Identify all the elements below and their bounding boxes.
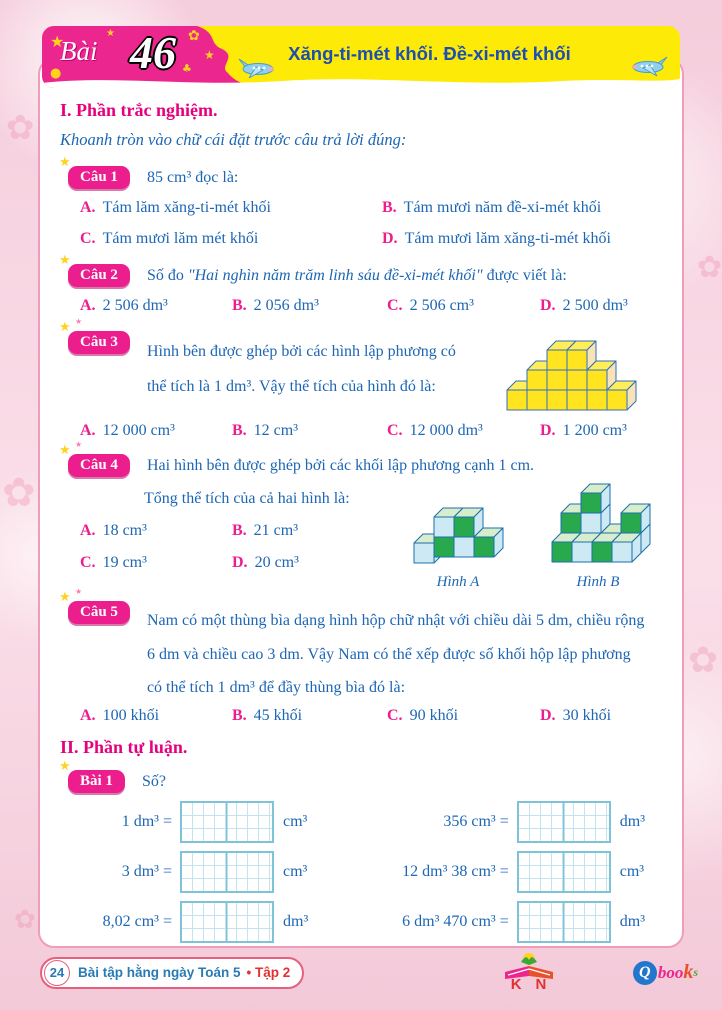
question-2-text-prefix: Số đo	[146, 267, 188, 284]
star-icon: ★	[59, 758, 71, 774]
option-a	[80, 707, 232, 725]
star-icon: ★	[50, 32, 65, 51]
question-1-badge-label: Câu 1	[80, 169, 118, 185]
flower-icon: ✿	[687, 640, 718, 681]
figure-b-label: Hình B	[576, 574, 620, 590]
option-text: 45 khối	[253, 706, 303, 724]
equation-row	[359, 847, 682, 897]
option-a	[80, 199, 382, 217]
question-5-options	[80, 707, 682, 725]
exercise-1	[59, 758, 682, 793]
equation-unit: cm³	[283, 812, 308, 830]
content-panel	[38, 58, 684, 948]
equation-lhs: 356 cm³ =	[443, 812, 509, 830]
question-2-text-quote: "Hai nghìn năm trăm linh sáu đề-xi-mét khối"	[187, 267, 483, 284]
option-b	[232, 297, 387, 315]
question-3-badge	[59, 317, 130, 354]
equation-unit: dm³	[619, 912, 645, 930]
option-letter: A.	[80, 199, 96, 216]
airplane-icon	[626, 54, 668, 78]
question-3-line2: thể tích là 1 dm³. Vậy thể tích của hình đó là:	[146, 378, 436, 396]
option-d	[382, 230, 682, 248]
fill-in-equations	[60, 797, 682, 947]
question-2-badge-label: Câu 2	[80, 267, 118, 283]
option-b	[232, 422, 387, 440]
flower-icon: ✿	[14, 905, 36, 935]
question-4-line1: Hai hình bên được ghép bởi các khối lập phương cạnh 1 cm.	[146, 457, 535, 474]
equation-row	[359, 897, 682, 947]
question-5-badge	[59, 587, 130, 624]
option-b	[382, 199, 682, 217]
equation-lhs: 6 dm³ 470 cm³ =	[402, 912, 509, 930]
flower-icon: ✿	[188, 28, 200, 44]
question-3-badge-label: Câu 3	[80, 334, 118, 350]
equation-unit: cm³	[283, 862, 308, 880]
option-c	[80, 230, 382, 248]
equation-row	[60, 847, 359, 897]
answer-box	[517, 901, 611, 943]
lesson-label: Bài	[60, 36, 98, 66]
kn-letter-n: N	[535, 976, 547, 993]
question-4-options	[80, 522, 400, 572]
qbooks-boo: boo	[657, 962, 684, 982]
figure-a-label: Hình A	[436, 574, 480, 590]
option-text: 100 khối	[102, 706, 160, 724]
option-letter: B.	[232, 297, 247, 314]
qbooks-s: s	[693, 965, 698, 979]
option-text: Tám lăm xăng-ti-mét khối	[102, 199, 271, 216]
option-a	[80, 297, 232, 315]
question-5-text	[147, 601, 644, 705]
section-1-instruction: Khoanh tròn vào chữ cái đặt trước câu trả lời đúng:	[60, 130, 407, 149]
answer-box	[180, 851, 274, 893]
option-letter: A.	[80, 706, 96, 724]
star-icon: ★	[75, 587, 83, 596]
option-letter: D.	[232, 554, 248, 571]
answer-box	[517, 851, 611, 893]
star-icon: ★	[204, 48, 215, 62]
equation-unit: dm³	[619, 812, 645, 830]
yellow-cubes-figure	[496, 333, 648, 415]
option-letter: B.	[232, 422, 247, 439]
kn-letters	[511, 976, 547, 993]
equation-lhs: 8,02 cm³ =	[102, 912, 172, 930]
question-1-options	[80, 199, 682, 248]
star-icon: ★	[59, 155, 71, 170]
figure-a-cubes	[408, 491, 508, 567]
footer-book-pill	[40, 957, 304, 989]
kn-letter-k: K	[510, 976, 522, 993]
equation-lhs: 1 dm³ =	[121, 812, 172, 830]
option-d	[540, 422, 682, 440]
question-2-badge	[59, 253, 130, 287]
option-letter: D.	[382, 230, 398, 247]
option-letter: C.	[80, 230, 96, 247]
qbooks-q: Q	[633, 961, 657, 985]
question-4-line2: Tổng thể tích của cả hai hình là:	[144, 490, 350, 507]
exercise-1-prompt: Số?	[141, 772, 166, 790]
option-a	[80, 422, 232, 440]
star-icon: ★	[59, 320, 71, 335]
page-number: 24	[44, 960, 70, 986]
option-text: 21 cm³	[253, 522, 299, 539]
option-text: 2 506 dm³	[102, 297, 168, 314]
equation-unit: dm³	[283, 912, 309, 930]
option-c	[387, 297, 540, 315]
option-letter: D.	[540, 706, 556, 724]
question-3-head	[59, 317, 496, 404]
option-c	[80, 554, 232, 572]
section-1-heading: I. Phần trắc nghiệm.	[60, 100, 218, 120]
star-icon: ★	[75, 440, 83, 449]
kn-logo	[501, 952, 557, 993]
question-2-options	[80, 297, 682, 315]
star-icon: ★	[106, 28, 115, 39]
option-letter: B.	[232, 522, 247, 539]
option-letter: C.	[80, 554, 96, 571]
option-text: 2 506 cm³	[409, 297, 474, 314]
answer-box	[180, 801, 274, 843]
equation-row	[60, 797, 359, 847]
option-text: Tám mươi lăm xăng-ti-mét khối	[404, 230, 611, 247]
star-icon: ★	[75, 317, 83, 326]
option-letter: B.	[232, 706, 247, 724]
airplane-icon	[238, 56, 280, 80]
question-4-badge	[59, 440, 130, 477]
option-a	[80, 522, 232, 540]
option-letter: A.	[80, 297, 96, 314]
option-letter: C.	[387, 706, 403, 724]
equations-left-column	[60, 797, 359, 947]
question-2	[59, 253, 682, 287]
star-icon: ★	[59, 253, 71, 268]
flower-icon: ✿	[696, 250, 722, 285]
book-volume: • Tập 2	[246, 965, 291, 980]
answer-box	[517, 801, 611, 843]
option-text: 1 200 cm³	[562, 422, 627, 439]
option-letter: A.	[80, 422, 96, 439]
option-text: 18 cm³	[102, 522, 147, 539]
cactus-icon: ♣	[182, 62, 192, 75]
option-letter: B.	[382, 199, 397, 216]
question-3-line1: Hình bên được ghép bởi các hình lập phương có	[146, 343, 456, 360]
option-d	[540, 707, 682, 725]
qbooks-logo	[633, 961, 698, 985]
equation-lhs: 3 dm³ =	[121, 862, 172, 880]
book-title: Bài tập hằng ngày Toán 5	[78, 965, 241, 980]
lesson-header	[42, 26, 680, 88]
exercise-1-badge	[59, 758, 125, 793]
question-2-text	[147, 264, 567, 285]
option-text: 12 000 dm³	[409, 422, 483, 439]
question-5-badge-label: Câu 5	[80, 604, 118, 620]
question-4-body	[40, 481, 682, 591]
question-3-options	[80, 422, 682, 440]
option-text: 12 cm³	[253, 422, 299, 439]
option-d	[232, 554, 400, 572]
option-letter: D.	[540, 297, 556, 314]
page-footer	[40, 952, 698, 993]
option-text: 30 khối	[562, 706, 612, 724]
exercise-1-badge-label: Bài 1	[80, 772, 113, 789]
question-2-text-suffix: được viết là:	[482, 267, 567, 284]
equation-unit: cm³	[619, 862, 645, 880]
fish-icon: ●	[50, 66, 62, 81]
question-5-line3: có thể tích 1 dm³ để đầy thùng bìa đó là:	[146, 679, 406, 697]
figure-b-cubes	[542, 483, 654, 567]
flower-icon: ✿	[6, 108, 35, 148]
equation-row	[60, 897, 359, 947]
option-d	[540, 297, 682, 315]
option-letter: A.	[80, 522, 96, 539]
option-text: 12 000 cm³	[102, 422, 175, 439]
flower-icon: ✿	[2, 470, 36, 516]
equations-right-column	[359, 797, 682, 947]
option-text: 19 cm³	[102, 554, 147, 571]
question-5-line2: 6 dm và chiều cao 3 dm. Vậy Nam có thể xếp được số khối hộp lập phương	[146, 645, 631, 663]
star-icon: ★	[59, 590, 71, 605]
lesson-title: Xăng-ti-mét khối. Đề-xi-mét khối	[288, 43, 571, 64]
question-4	[59, 440, 682, 477]
question-3-text	[147, 331, 456, 404]
option-letter: C.	[387, 422, 403, 439]
option-letter: C.	[387, 297, 403, 314]
option-c	[387, 422, 540, 440]
option-b	[232, 522, 400, 540]
option-b	[232, 707, 387, 725]
question-4-badge-label: Câu 4	[80, 457, 118, 473]
equation-lhs: 12 dm³ 38 cm³ =	[402, 862, 509, 880]
equation-row	[359, 797, 682, 847]
question-1-text: 85 cm³ đọc là:	[146, 169, 239, 186]
option-text: Tám mươi năm đề-xi-mét khối	[403, 199, 602, 216]
section-2-heading: II. Phần tự luận.	[60, 736, 188, 757]
question-1-badge	[59, 155, 130, 189]
option-text: 90 khối	[409, 706, 459, 724]
option-c	[387, 707, 540, 725]
option-text: 20 cm³	[254, 554, 299, 571]
qbooks-k: k	[683, 961, 694, 983]
option-letter: D.	[540, 422, 556, 439]
question-1	[59, 155, 682, 189]
option-text: Tám mươi lăm mét khối	[102, 230, 259, 247]
question-5	[59, 587, 682, 705]
question-3	[40, 317, 682, 420]
star-icon: ★	[59, 443, 71, 458]
lesson-number: 46	[130, 27, 176, 78]
option-text: 2 500 dm³	[562, 297, 628, 314]
question-5-line1: Nam có một thùng bìa dạng hình hộp chữ nhật với chiều dài 5 dm, chiều rộng	[146, 612, 645, 629]
option-text: 2 056 dm³	[253, 297, 319, 314]
answer-box	[180, 901, 274, 943]
